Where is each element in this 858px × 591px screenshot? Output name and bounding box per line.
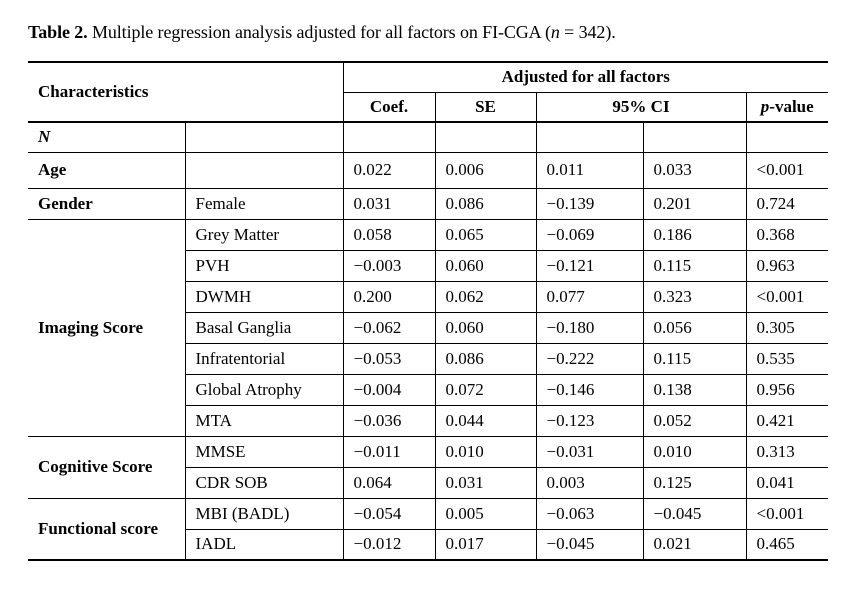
header-95ci: 95% CI xyxy=(536,92,746,122)
cell-ci-high: 0.010 xyxy=(643,436,746,467)
table-row-age xyxy=(28,152,828,188)
cell-coef: 0.200 xyxy=(343,281,435,312)
cell-pvalue: 0.465 xyxy=(746,529,828,560)
cell-coef: −0.062 xyxy=(343,312,435,343)
table-row-mbi-badl xyxy=(28,498,828,529)
cell-coef: −0.011 xyxy=(343,436,435,467)
cell-pvalue: 0.305 xyxy=(746,312,828,343)
header-pvalue-rest: -value xyxy=(769,96,814,116)
table-row-gender xyxy=(28,188,828,219)
header-characteristics: Characteristics xyxy=(28,62,343,122)
cell-se: 0.065 xyxy=(435,219,536,250)
cell-ci-low xyxy=(536,122,643,152)
cell-ci-low: 0.011 xyxy=(536,152,643,188)
cell-se: 0.062 xyxy=(435,281,536,312)
cell-ci-high: 0.052 xyxy=(643,405,746,436)
row-label-cognitive-score: Cognitive Score xyxy=(28,436,185,498)
cell-ci-high: 0.033 xyxy=(643,152,746,188)
cell-pvalue: 0.313 xyxy=(746,436,828,467)
header-row-1 xyxy=(28,62,828,92)
header-coef: Coef. xyxy=(343,92,435,122)
cell-se: 0.031 xyxy=(435,467,536,498)
cell-coef: 0.031 xyxy=(343,188,435,219)
cell-ci-high: 0.323 xyxy=(643,281,746,312)
row-sublabel: Global Atrophy xyxy=(185,374,343,405)
header-se: SE xyxy=(435,92,536,122)
row-sublabel: Infratentorial xyxy=(185,343,343,374)
cell-ci-low: −0.139 xyxy=(536,188,643,219)
cell-coef: −0.036 xyxy=(343,405,435,436)
row-label-functional-score: Functional score xyxy=(28,498,185,560)
row-sublabel: CDR SOB xyxy=(185,467,343,498)
row-label-n: N xyxy=(28,122,185,152)
cell-pvalue xyxy=(746,122,828,152)
header-pvalue-p: p xyxy=(760,96,770,116)
cell-ci-low: −0.031 xyxy=(536,436,643,467)
row-sublabel: Basal Ganglia xyxy=(185,312,343,343)
cell-pvalue: 0.041 xyxy=(746,467,828,498)
caption-n-italic: n xyxy=(550,22,560,42)
cell-coef xyxy=(343,122,435,152)
cell-pvalue: <0.001 xyxy=(746,498,828,529)
cell-coef: 0.058 xyxy=(343,219,435,250)
cell-se: 0.072 xyxy=(435,374,536,405)
cell-coef: −0.053 xyxy=(343,343,435,374)
cell-pvalue: 0.956 xyxy=(746,374,828,405)
cell-ci-high: 0.056 xyxy=(643,312,746,343)
cell-se: 0.086 xyxy=(435,188,536,219)
row-label-gender: Gender xyxy=(28,188,185,219)
cell-se: 0.010 xyxy=(435,436,536,467)
table-row-mmse xyxy=(28,436,828,467)
cell-se: 0.006 xyxy=(435,152,536,188)
cell-ci-low: −0.121 xyxy=(536,250,643,281)
cell-ci-high: 0.138 xyxy=(643,374,746,405)
cell-coef: 0.064 xyxy=(343,467,435,498)
row-sublabel: MTA xyxy=(185,405,343,436)
cell-coef: −0.004 xyxy=(343,374,435,405)
cell-coef: −0.003 xyxy=(343,250,435,281)
cell-pvalue: 0.535 xyxy=(746,343,828,374)
table-row-n xyxy=(28,122,828,152)
cell-ci-low: −0.146 xyxy=(536,374,643,405)
cell-coef: −0.054 xyxy=(343,498,435,529)
cell-ci-high: 0.021 xyxy=(643,529,746,560)
row-sublabel: MMSE xyxy=(185,436,343,467)
row-sublabel xyxy=(185,152,343,188)
row-sublabel: Female xyxy=(185,188,343,219)
cell-ci-low: −0.063 xyxy=(536,498,643,529)
cell-ci-low: 0.077 xyxy=(536,281,643,312)
caption-text: Multiple regression analysis adjusted for all factors on FI-CGA ( xyxy=(87,22,551,42)
cell-ci-high: 0.115 xyxy=(643,250,746,281)
cell-ci-low: −0.222 xyxy=(536,343,643,374)
caption-label: Table 2. xyxy=(28,22,88,42)
cell-ci-low: −0.045 xyxy=(536,529,643,560)
cell-pvalue: 0.963 xyxy=(746,250,828,281)
cell-ci-low: −0.123 xyxy=(536,405,643,436)
cell-se: 0.060 xyxy=(435,312,536,343)
cell-pvalue: <0.001 xyxy=(746,281,828,312)
cell-ci-high xyxy=(643,122,746,152)
header-adjusted-for-all-factors: Adjusted for all factors xyxy=(343,62,828,92)
regression-table xyxy=(28,61,828,561)
cell-ci-low: −0.180 xyxy=(536,312,643,343)
cell-pvalue: 0.724 xyxy=(746,188,828,219)
cell-pvalue: 0.421 xyxy=(746,405,828,436)
row-sublabel: DWMH xyxy=(185,281,343,312)
cell-pvalue: 0.368 xyxy=(746,219,828,250)
cell-ci-low: −0.069 xyxy=(536,219,643,250)
cell-se xyxy=(435,122,536,152)
row-sublabel: IADL xyxy=(185,529,343,560)
cell-coef: −0.012 xyxy=(343,529,435,560)
cell-ci-high: 0.186 xyxy=(643,219,746,250)
cell-ci-high: 0.115 xyxy=(643,343,746,374)
table-caption xyxy=(28,20,830,44)
table-row-grey-matter xyxy=(28,219,828,250)
row-sublabel: Grey Matter xyxy=(185,219,343,250)
row-sublabel xyxy=(185,122,343,152)
cell-se: 0.005 xyxy=(435,498,536,529)
row-sublabel: MBI (BADL) xyxy=(185,498,343,529)
cell-ci-high: −0.045 xyxy=(643,498,746,529)
header-pvalue xyxy=(746,92,828,122)
row-sublabel: PVH xyxy=(185,250,343,281)
row-label-age: Age xyxy=(28,152,185,188)
cell-coef: 0.022 xyxy=(343,152,435,188)
cell-ci-high: 0.201 xyxy=(643,188,746,219)
cell-se: 0.060 xyxy=(435,250,536,281)
row-label-imaging-score: Imaging Score xyxy=(28,219,185,436)
cell-se: 0.017 xyxy=(435,529,536,560)
caption-tail: = 342). xyxy=(559,22,616,42)
cell-ci-high: 0.125 xyxy=(643,467,746,498)
cell-pvalue: <0.001 xyxy=(746,152,828,188)
cell-ci-low: 0.003 xyxy=(536,467,643,498)
cell-se: 0.044 xyxy=(435,405,536,436)
cell-se: 0.086 xyxy=(435,343,536,374)
